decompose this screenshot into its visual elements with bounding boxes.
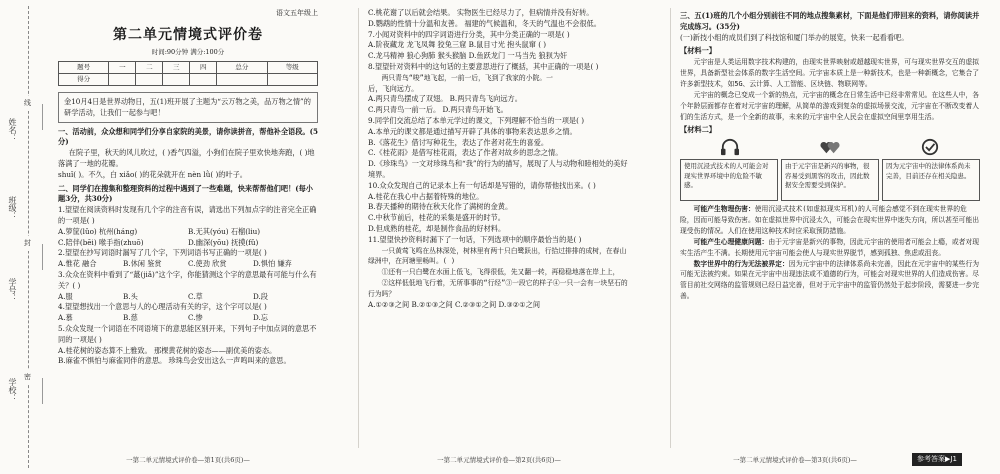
option[interactable]: C.惨 <box>188 313 203 323</box>
question-3: 3.众众在资料中看到了“蕞(jiǎ)”这个字，你能猜测这个字的意思最有可能与什么有关？( ) <box>58 269 317 290</box>
passage-line: ②这样低低地飞行着，无所事事的“行经”③一段它的样子④一只一会有一块坚石的行为吗？ <box>368 279 628 299</box>
option[interactable]: C.使劲 欣赏 <box>188 259 227 269</box>
option[interactable]: B.休闲 鉴赏 <box>123 259 162 269</box>
option[interactable]: A.桂花在我心中占据着特殊的地位。 <box>368 191 484 201</box>
risk-paragraph-3 <box>680 259 980 303</box>
cut-mark-seal: 封 <box>24 236 31 251</box>
option[interactable]: A.服 <box>58 291 73 301</box>
risk-heading-1: 可能产生物理伤害： <box>693 205 755 214</box>
question-1: 1.望望在阅读资料时发现有几个字的注音有误，请选出下列加点字的注音完全正确的一项是( ) <box>58 205 317 225</box>
option[interactable]: A.慕 <box>58 313 73 323</box>
grade-label: 语文五年级上 <box>276 9 318 17</box>
check-circle-icon <box>919 138 941 156</box>
score-cell: 四 <box>190 62 217 74</box>
page-3-column <box>680 8 980 302</box>
option[interactable]: A.惟花 融合 <box>58 259 97 269</box>
option[interactable]: D.幽深(yōu) 抚摸(fǔ) <box>188 237 259 247</box>
option[interactable]: D.《珍珠鸟》一文对珍珠鸟和“我”的行为的描写，展现了人与动物和睦相处的美好境界。 <box>368 159 628 180</box>
hearts-icon <box>819 138 841 156</box>
risk-heading-3: 数字世界中的行为无法被界定： <box>693 259 789 268</box>
option[interactable]: B.《落花生》借讨写种花生，表达了作者对花生的喜爱。 <box>368 137 549 147</box>
page-2-footer: 一第二单元情境式评价卷—第2页(共6页)— <box>437 456 561 464</box>
binding-tick <box>42 378 43 404</box>
cut-mark-line: 线 <box>24 96 31 111</box>
column-divider <box>670 8 671 448</box>
page-1-footer: 一第二单元情境式评价卷—第1页(共6页)— <box>126 456 250 464</box>
option[interactable]: A.两只青鸟摆成了双翅。 B.两只青鸟飞向远方。 <box>368 94 522 104</box>
column-divider <box>358 8 359 448</box>
page-2-column <box>368 8 630 311</box>
quote-line: 后，飞向远方。 <box>368 83 419 93</box>
score-input-cell[interactable] <box>190 74 217 86</box>
material-1-title: 【材料一】 <box>680 46 716 56</box>
question-9: 9.同学们交流总结了本单元学过的课文，下列理解不恰当的一项是( ) <box>368 116 585 126</box>
material-1-paragraph: 元宇宙是人类运用数字技术构建的，由现实世界映射或超越现实世界，可与现实世界交互的虚拟世界，具备新型社会体系的数字生活空间。元宇宙本质上是一种新技术，也是一种新概念，它集合了许多新型技术，如5G、云计算、人工智能、区块链、物联网等。 <box>680 58 980 88</box>
question-7: 7.小闻对资料中的四字词语进行分类，其中分类正确的一项是( ) <box>368 29 570 39</box>
binding-name-label: 姓名： <box>8 118 17 142</box>
score-table-score-row <box>59 74 318 86</box>
question-2: 2.望望在抄写词语时漏写了几个字，下列词语书写正确的一项是( ) <box>58 248 267 258</box>
option[interactable]: C.龙马精神 狼心狗肺 猴头猴脑 D.鱼跃龙门 一马当先 狼狈为奸 <box>368 51 568 61</box>
option[interactable]: B.麻雀不惧怕与麻雀同伴的意思。 珍珠鸟会安出这么一声鸣叫来的意思。 <box>58 356 291 366</box>
binding-class-label: 班级： <box>8 196 17 220</box>
question-8: 8.望望针对资料中的这句话的主要意思进行了概括，其中正确的一项是( ) <box>368 61 599 71</box>
score-input-cell[interactable] <box>109 74 136 86</box>
page-1-column <box>58 8 318 367</box>
score-cell: 二 <box>136 62 163 74</box>
option[interactable]: C.两只青鸟一前一后。 D.两只青鸟开始飞。 <box>368 105 508 115</box>
section-1-line: shuǐ( )。不久，白 xiǎo( )的花朵就开在 nèn lǜ( )的叶子。 <box>58 169 247 179</box>
question-4: 4.望望想找出一个意思与人的心理活动有关的字，这个字可以是( ) <box>58 302 267 312</box>
score-input-cell[interactable] <box>163 74 190 86</box>
option[interactable]: A.本单元的课文都是通过描写开辟了具体的事物来表达思乡之情。 <box>368 126 577 136</box>
binding-tick <box>42 244 43 270</box>
option[interactable]: C.陪伴(bēi) 喉手指(zhuō) <box>58 237 144 247</box>
option[interactable]: A.阶夜藏龙 龙飞凤舞 狡兔三窟 B.鼠目寸光 抱头鼠窜 ( ) <box>368 40 547 50</box>
risk-text-1: 使用沉浸式技术(如虚拟现实耳机)的人可能会感觉不到在现实世界的危险，因而可能导致伤害。如在虚拟世界中沉浸太久，可能会在现实世界中迷失方向，所以甚至可能出现受伤的情况。人们在使用这种技术时应采取预防措施。 <box>680 205 980 235</box>
page-3-footer: 一第二单元情境式评价卷—第3页(共6页)— <box>733 456 857 464</box>
score-input-cell[interactable] <box>267 74 317 86</box>
option[interactable]: D.惧怕 嫌弃 <box>253 259 292 269</box>
binding-strip <box>0 0 50 474</box>
score-cell: 三 <box>163 62 190 74</box>
score-table <box>58 61 318 86</box>
question-11: 11.望望快抄资料时漏下了一句话，下列选项中的顺序最恰当的是( ) <box>368 234 582 244</box>
binding-number-label: 学号： <box>8 278 17 302</box>
question-2-options <box>58 259 318 270</box>
option[interactable]: A.桂花树的姿态算不上雅致。 那棵黄花树的姿态——副优美的姿态。 <box>58 345 277 355</box>
option[interactable]: B.头 <box>123 291 138 301</box>
score-cell: 一 <box>109 62 136 74</box>
exam-meta: 时间:90分钟 满分:100分 <box>151 47 225 56</box>
score-cell: 得分 <box>59 74 109 86</box>
material-2-box: 使用沉浸式技术的人可能会对现实世界环境中的危险不敏感。 <box>680 159 778 201</box>
score-table-header-row <box>59 62 318 74</box>
option[interactable]: D.段 <box>253 291 268 301</box>
question-4-options <box>58 313 318 324</box>
intro-box: 金10月4日是世界动物日，五(1)班开展了主题为“云万物之美，品万物之情”的研学活动，让我们一起参与吧！ <box>58 92 318 122</box>
option[interactable]: D.但成熟的桂花，却是制作食品的好材料。 <box>368 224 506 234</box>
score-cell: 总分 <box>217 62 267 74</box>
option[interactable]: C.中秋节前后，桂花的采集是盛开的时节。 <box>368 213 505 223</box>
binding-school-label: 学校： <box>8 378 17 402</box>
risk-heading-2: 可能产生心理健康问题： <box>693 237 769 246</box>
score-input-cell[interactable] <box>136 74 163 86</box>
option[interactable]: C.草 <box>188 291 203 301</box>
option[interactable]: D.忘 <box>253 313 268 323</box>
passage-line: 一只黄莺飞鸣在丛林深处，树林里有两十只白鹭跃出，行拾过排排的成树，在春山绿洲中，在河塘里畅叫。( ) <box>368 246 627 266</box>
text-line: C.桃花谢了以后就会结果。 实物医生已经尽力了，但病情并没有好转。 <box>368 8 594 17</box>
option[interactable]: C.《桂花雨》是借写桂花雨，表达了作者对故乡的思念之情。 <box>368 148 563 158</box>
option[interactable]: B.无其(yóu) 石榴(liu) <box>188 226 261 236</box>
material-2-box: 由于元宇宙是新兴的事物，很容易受到黑客的攻击，因此数据安全需要受到保护。 <box>781 159 879 201</box>
section-1-line: 在院子里，秋天的风儿吹过，( )香气四溢，小狗们在院子里欢快地奔跑，( )地落满了一地的花瓣。 <box>58 148 315 168</box>
subsection-1: (一)新技小组的成员们到了科技馆和厦门举办的展览，快来一起看看吧。 <box>680 32 909 42</box>
risk-text-2: 由于元宇宙是新兴的事物，因此元宇宙的使用者可能会上瘾，或者对现实生活产生不满。长期使用元宇宙可能会使人与现实世界脱节，感到孤独、焦虑或沮丧。 <box>680 237 980 257</box>
question-5: 5.众众发现一个词语在不同语境下的意思能区别开来，下列句子中加点词的意思不同的一项是( ) <box>58 323 317 344</box>
text-line: D.鹦鹉的性情十分温和友善。 福建的气候温和，冬天的气温也不会很低。 <box>368 18 601 28</box>
passage-line: ①还有一只白鹭在水面上低飞，飞得很低，先又翻一转，再稳稳地落在岸上上， <box>381 268 620 277</box>
page-title: 第二单元情境式评价卷 <box>113 26 263 43</box>
section-3-heading: 三、五(1)班的几个小组分别前往不同的地点搜集素材，下面是他们带回来的资料，请你阅读并完成练习。(35分) <box>680 11 980 31</box>
answer-reference-badge[interactable]: 参考答案▶J1 <box>912 453 962 466</box>
score-cell: 题号 <box>59 62 109 74</box>
risk-text-3: 因为元宇宙中的法律体系尚未完善，因此在元宇宙中的某些行为可能无法被约束。如果在元宇宙中出现违法或不道德的行为，可能会对现实世界的人们造成伤害。尽管目前社交网络的监管规则已经日益完善，但对于元宇宙中的监管仍然处于起步阶段，需要进一步完善。 <box>680 259 980 301</box>
cut-mark-closed: 密 <box>24 370 31 385</box>
section-2-heading: 二、同学们在搜集和整理资料的过程中遇到了一些难题，快来帮帮他们吧！(每小题3分，共30分) <box>58 183 313 204</box>
binding-tick <box>42 104 43 130</box>
material-2-box: 因为元宇宙中的法律体系尚未完善，目前还存在相关隐患。 <box>882 159 980 201</box>
score-input-cell[interactable] <box>217 74 267 86</box>
option[interactable]: A.箩筐(lǔo) 杭州(háng) <box>58 226 138 236</box>
score-cell: 等级 <box>267 62 317 74</box>
risk-paragraph-1 <box>680 204 980 237</box>
material-1-paragraph: 元宇宙的概念已变成一个新的热点，元宇宙的概念在日常生活中已经非常常见。在这些人中，各个年龄层面都存在着对元宇宙的理解，从简单的游戏到复杂的虚拟场景交流，元宇宙在不断改变着人们的生活方式，是一个全新的故事，未来的元宇宙中全人民会在虚拟空间里享用生活。 <box>680 90 980 121</box>
material-2-title: 【材料二】 <box>680 125 716 135</box>
material-2-icons <box>680 138 980 156</box>
option[interactable]: B.春天播种的期待在秋天化作了满树的金黄。 <box>368 202 513 212</box>
option-row[interactable]: A.①②③之间 B.②①③之间 C.②③①之间 D.③②①之间 <box>368 299 541 309</box>
option[interactable]: B.慈 <box>123 313 138 323</box>
section-1-heading: 一、活动前，众众想和同学们分享自家院的美景，请你读拼音，帮他补全语段。(5分) <box>58 126 318 147</box>
question-3-options <box>58 292 318 303</box>
question-10: 10.众众发现自己的记录本上有一句话却是写错的，请你帮他找出来。( ) <box>368 180 596 190</box>
risk-paragraph-2 <box>680 237 980 259</box>
material-2-boxes <box>680 159 980 201</box>
headphones-icon <box>719 138 741 156</box>
quote-line: 两只青鸟“唆”地飞起，一前一后，飞到了我家的小院。一 <box>381 73 553 82</box>
question-1-options <box>58 227 318 249</box>
